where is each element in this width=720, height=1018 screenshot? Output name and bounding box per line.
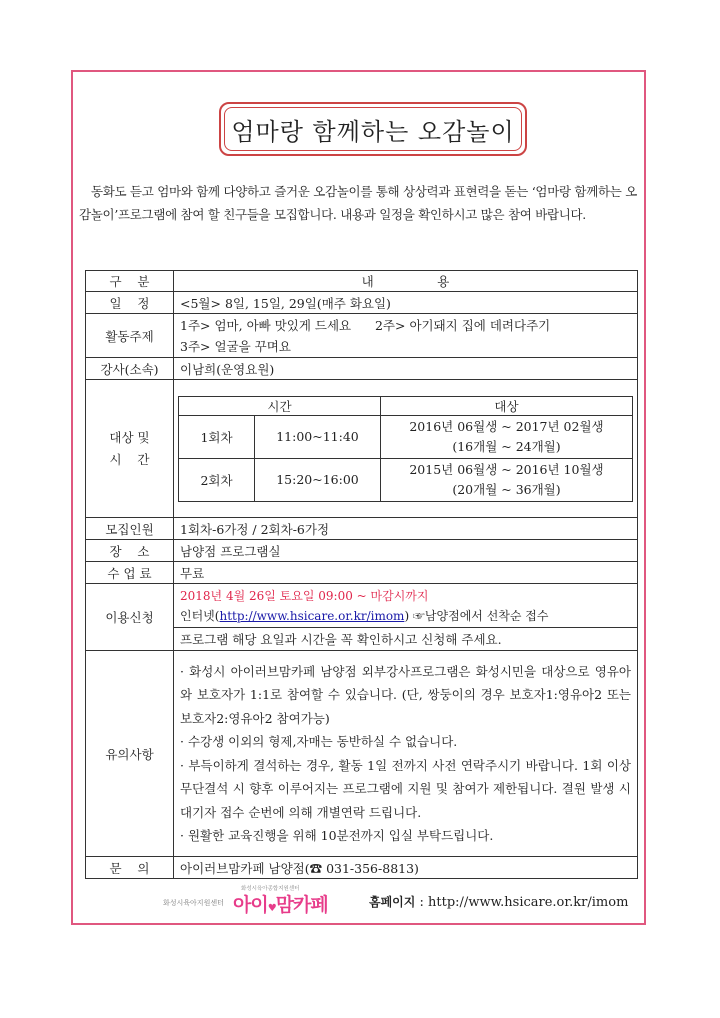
session-row: [179, 458, 633, 501]
topic-week2: 2주> 아기돼지 집에 데려다주기: [374, 317, 551, 333]
session-target: [381, 415, 633, 458]
session-header-row: [179, 396, 633, 415]
place-value: 남양점 프로그램실: [174, 540, 638, 562]
logo-caption: 화성시육아지원센터: [163, 899, 224, 907]
session-table: [178, 396, 633, 502]
apply-prefix: 인터넷(: [180, 608, 220, 623]
intro-paragraph: 동화도 듣고 엄마와 함께 다양하고 즐거운 오감놀이를 통해 상상력과 표현력을 돋는 ‘엄마랑 함께하는 오감놀이’프로그램에 참여 할 친구들을 모집합니다. 내용과 일정을 확인하시고 많은 참여 바랍니다.: [79, 184, 637, 222]
header-content: 내 용: [174, 271, 638, 292]
topic-week1: 1주> 엄마, 아빠 맛있게 드세요: [180, 317, 352, 333]
note-item: · 화성시 아이러브맘카페 남양점 외부강사프로그램은 화성시민을 대상으로 영유아와 보호자가 1:1로 참여할 수 있습니다. (단, 쌍둥이의 경우 보호자1:영유아2 또는 보호자2:영유아2 참여가능): [180, 663, 631, 726]
apply-link[interactable]: http://www.hsicare.or.kr/imom: [219, 608, 405, 623]
homepage-url[interactable]: http://www.hsicare.or.kr/imom: [428, 895, 629, 910]
instructor-value: 이남희(운영요원): [174, 358, 638, 380]
session-name: 1회차: [179, 415, 255, 458]
notes-content: [174, 651, 638, 857]
topics-value: [174, 314, 638, 358]
target-label: [86, 380, 174, 518]
notes-row: [86, 651, 638, 857]
place-row: [86, 540, 638, 562]
topics-row: [86, 314, 638, 358]
topics-label: 활동주제: [86, 314, 174, 358]
session-target-months: (20개월 ~ 36개월): [452, 481, 561, 497]
apply-deadline: 2018년 4월 26일 토요일 09:00 ~ 마감시까지: [180, 588, 429, 603]
logo-subcaption: 화성시육아종합지원센터: [241, 886, 300, 892]
footer: [163, 886, 643, 916]
apply-row: [86, 584, 638, 628]
homepage-separator: :: [415, 895, 429, 910]
session-row: [179, 415, 633, 458]
heart-icon: ♥: [267, 903, 276, 914]
homepage-info: [369, 893, 628, 910]
note-item: · 부득이하게 결석하는 경우, 활동 1일 전까지 사전 연락주시기 바랍니다. 1회 이상 무단결석 시 향후 이루어지는 프로그램에 지원 및 참여가 제한됩니다. 결원 발생 시 대기자 접수 순번에 의해 개별연락 드립니다.: [180, 757, 631, 820]
session-target-range: 2016년 06월생 ~ 2017년 02월생: [409, 418, 604, 434]
instructor-label: 강사(소속): [86, 358, 174, 380]
session-time: 11:00~11:40: [255, 415, 381, 458]
target-label-line2: 시 간: [109, 451, 150, 467]
session-col-time: 시간: [179, 396, 381, 415]
session-target-months: (16개월 ~ 24개월): [452, 438, 561, 454]
session-col-target: 대상: [381, 396, 633, 415]
apply-info: [174, 584, 638, 628]
logo-text-a: 아이: [233, 894, 268, 916]
schedule-row: [86, 292, 638, 314]
page-frame: [71, 70, 646, 925]
recruit-label: 모집인원: [86, 518, 174, 540]
target-label-line1: 대상 및: [109, 429, 150, 445]
notes-label: 유의사항: [86, 651, 174, 857]
apply-note: 프로그램 해당 요일과 시간을 꼭 확인하시고 신청해 주세요.: [174, 628, 638, 651]
schedule-value: <5월> 8일, 15일, 29일(매주 화요일): [174, 292, 638, 314]
target-row: [86, 380, 638, 518]
note-item: · 원활한 교육진행을 위해 10분전까지 입실 부탁드립니다.: [180, 828, 494, 843]
topic-week3: 3주> 얼굴을 꾸며요: [180, 338, 291, 354]
session-target-range: 2015년 06월생 ~ 2016년 10월생: [409, 461, 604, 477]
fee-row: [86, 562, 638, 584]
place-label: 장 소: [86, 540, 174, 562]
apply-label: 이용신청: [86, 584, 174, 651]
title-box: [219, 102, 527, 156]
note-item: · 수강생 이외의 형제,자매는 동반하실 수 없습니다.: [180, 734, 458, 749]
schedule-label: 일 정: [86, 292, 174, 314]
program-table: [85, 270, 638, 879]
recruit-value: 1회차-6가정 / 2회차-6가정: [174, 518, 638, 540]
logo-text-b: 맘카페: [275, 894, 328, 916]
page-title: 엄마랑 함께하는 오감놀이: [231, 117, 515, 146]
fee-label: 수 업 료: [86, 562, 174, 584]
apply-suffix: ) ☞남양점에서 선착순 접수: [404, 608, 549, 623]
session-target: [381, 458, 633, 501]
instructor-row: [86, 358, 638, 380]
session-name: 2회차: [179, 458, 255, 501]
contact-row: [86, 857, 638, 879]
table-header-row: [86, 271, 638, 292]
target-cell: [174, 380, 638, 518]
homepage-label: 홈페이지: [369, 895, 416, 909]
contact-value: 아이러브맘카페 남양점(☎ 031-356-8813): [174, 857, 638, 879]
fee-value: 무료: [174, 562, 638, 584]
contact-label: 문 의: [86, 857, 174, 879]
header-label: 구 분: [86, 271, 174, 292]
session-time: 15:20~16:00: [255, 458, 381, 501]
cafe-logo: [233, 890, 328, 917]
recruit-row: [86, 518, 638, 540]
